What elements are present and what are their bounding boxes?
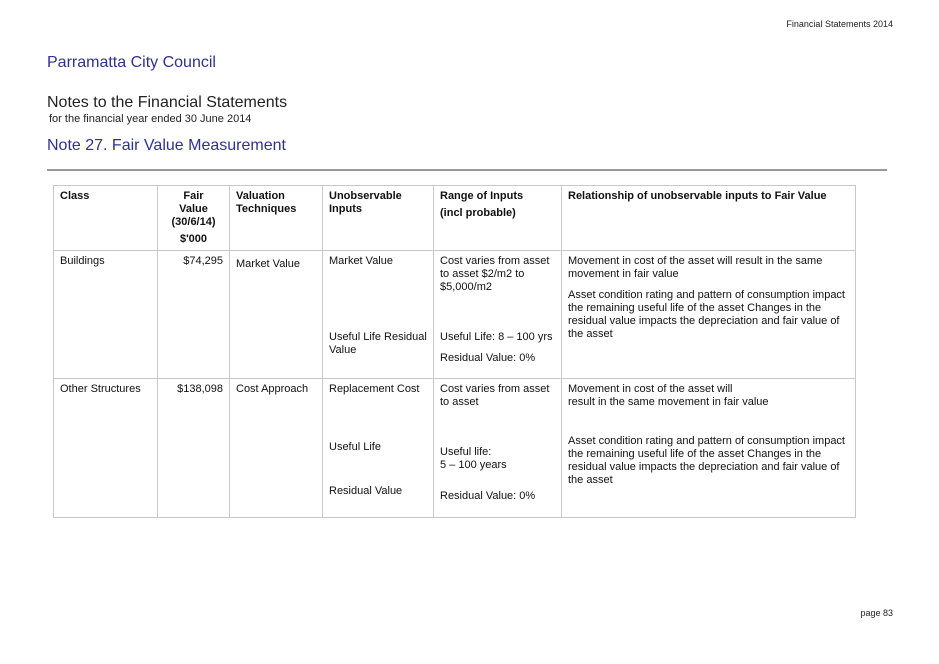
cell-fair-value: $74,295	[158, 251, 230, 379]
cell-valuation-technique: Market Value	[230, 251, 323, 379]
cell-unobservable-inputs: Market Value Useful Life Residual Value	[323, 251, 434, 379]
table-header-row	[54, 186, 856, 251]
fair-value-table	[53, 185, 856, 518]
cell-class: Other Structures	[54, 379, 158, 518]
notes-title: Notes to the Financial Statements	[47, 94, 288, 111]
column-header-fair-value: Fair Value (30/6/14) $'000	[158, 186, 230, 251]
notes-subtitle: for the financial year ended 30 June 2014	[49, 113, 252, 125]
running-header: Financial Statements 2014	[786, 19, 893, 29]
page-number: page 83	[860, 608, 893, 618]
column-header-relationship: Relationship of unobservable inputs to Fair Value	[562, 186, 856, 251]
column-header-class: Class	[54, 186, 158, 251]
cell-relationship: Movement in cost of the asset will result in the same movement in fair value Asset condition rating and pattern of consumption impact the remaining useful life of the asset Changes in the residual value impacts the depreciation and fair value of the asset	[562, 379, 856, 518]
cell-relationship: Movement in cost of the asset will result in the same movement in fair value Asset condition rating and pattern of consumption impact the remaining useful life of the asset Changes in the residual value impacts the depreciation and fair value of the asset	[562, 251, 856, 379]
note-heading: Note 27. Fair Value Measurement	[47, 137, 286, 154]
column-header-valuation-techniques: Valuation Techniques	[230, 186, 323, 251]
table-row-other-structures	[54, 379, 856, 518]
column-header-range-of-inputs: Range of Inputs (incl probable)	[434, 186, 562, 251]
cell-fair-value: $138,098	[158, 379, 230, 518]
cell-valuation-technique: Cost Approach	[230, 379, 323, 518]
council-name: Parramatta City Council	[47, 54, 216, 71]
cell-range-of-inputs: Cost varies from asset to asset Useful life: 5 – 100 years Residual Value: 0%	[434, 379, 562, 518]
column-header-unobservable-inputs: Unobservable Inputs	[323, 186, 434, 251]
cell-unobservable-inputs: Replacement Cost Useful Life Residual Value	[323, 379, 434, 518]
table-row-buildings	[54, 251, 856, 379]
cell-range-of-inputs: Cost varies from asset to asset $2/m2 to $5,000/m2 Useful Life: 8 – 100 yrs Residual Value: 0%	[434, 251, 562, 379]
cell-class: Buildings	[54, 251, 158, 379]
heading-divider	[47, 169, 887, 171]
